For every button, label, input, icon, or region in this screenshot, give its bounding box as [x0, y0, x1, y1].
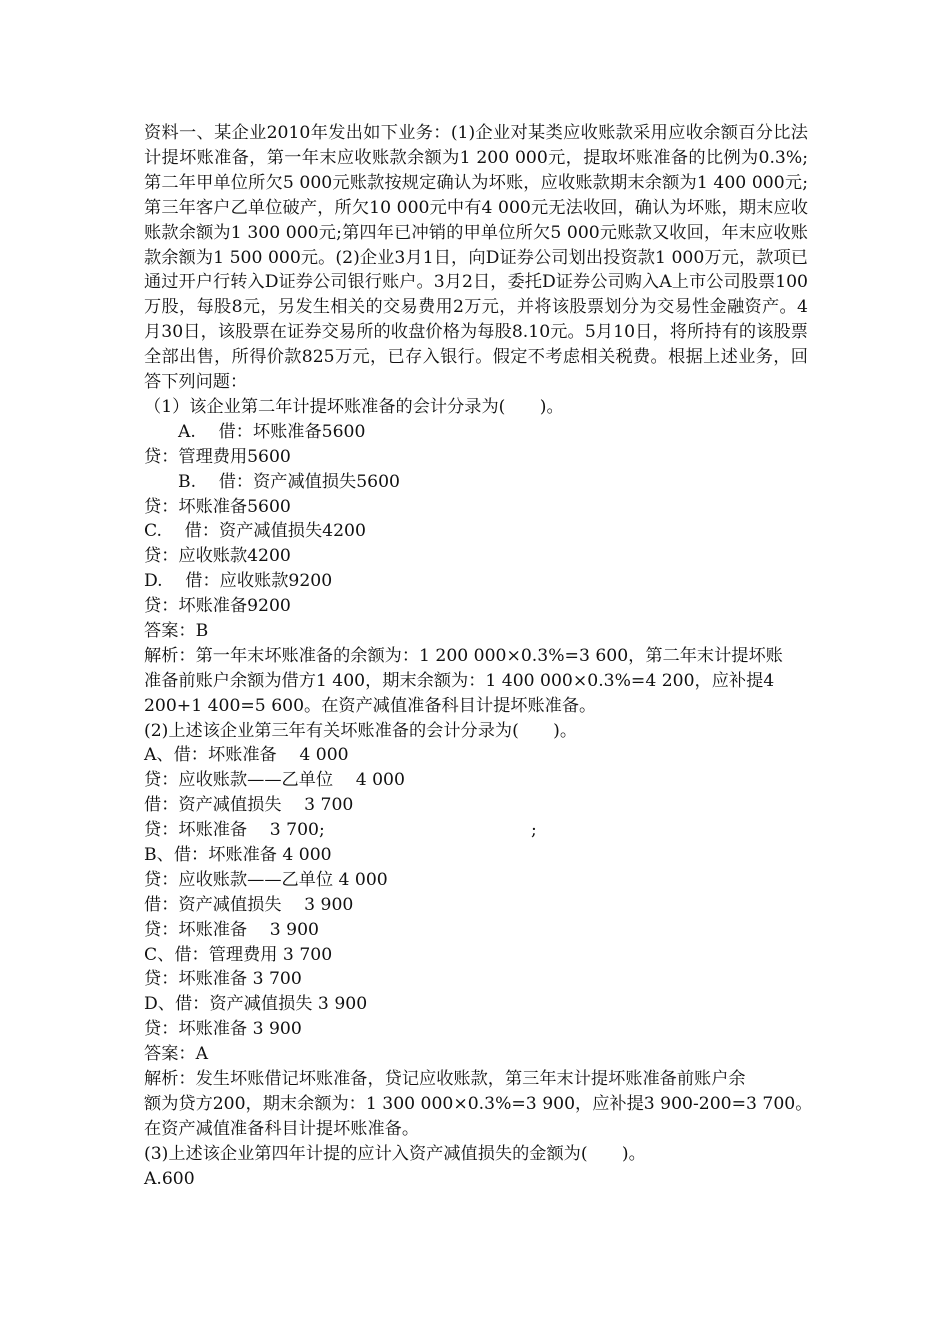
- analysis-2-line: 额为贷方200，期末余额为：1 300 000×0.3%=3 900，应补提3 900-200=3 700。: [144, 1093, 813, 1114]
- q2-option-line: 贷：坏账准备 3 900: [144, 919, 319, 940]
- q2-option-line: 借：资产减值损失 3 700: [144, 795, 354, 816]
- q2-option-line: 贷：坏账准备 3 900: [144, 1019, 302, 1040]
- option-b-credit: 贷：坏账准备5600: [144, 496, 291, 517]
- q2-option-line: 贷：应收账款——乙单位 4 000: [144, 869, 388, 890]
- q2-option-line: 借：资产减值损失 3 900: [144, 894, 354, 915]
- analysis-2-line: 解析：发生坏账借记坏账准备，贷记应收账款，第三年末计提坏账准备前账户余: [144, 1069, 746, 1090]
- answer-2: 答案：A: [144, 1044, 208, 1065]
- question-2: (2)上述该企业第三年有关坏账准备的会计分录为( )。: [144, 720, 578, 741]
- q2-option-line: 贷：应收账款——乙单位 4 000: [144, 770, 405, 791]
- option-c-debit: C. 借：资产减值损失4200: [144, 521, 366, 542]
- option-d-credit: 贷：坏账准备9200: [144, 596, 291, 617]
- option-d-debit: D. 借：应收账款9200: [144, 571, 333, 592]
- q2-option-line: 贷：坏账准备 3 700; ;: [144, 820, 537, 841]
- option-a-debit: A. 借：坏账准备5600: [178, 421, 366, 442]
- question-1: （1）该企业第二年计提坏账准备的会计分录为( )。: [144, 396, 564, 417]
- analysis-1-line: 200+1 400=5 600。在资产减值准备科目计提坏账准备。: [144, 695, 597, 716]
- document-body: [144, 121, 813, 1191]
- q2-option-line: D、借：资产减值损失 3 900: [144, 994, 368, 1015]
- analysis-1-line: 解析：第一年末坏账准备的余额为：1 200 000×0.3%=3 600，第二年末计提坏账: [144, 645, 783, 666]
- q2-option-line: 贷：坏账准备 3 700: [144, 969, 302, 990]
- q2-option-line: A、借：坏账准备 4 000: [144, 745, 349, 766]
- option-a-credit: 贷：管理费用5600: [144, 446, 291, 467]
- q2-option-line: C、借：管理费用 3 700: [144, 944, 333, 965]
- option-c-credit: 贷：应收账款4200: [144, 546, 291, 567]
- q2-option-line: B、借：坏账准备 4 000: [144, 845, 332, 865]
- answer-1: 答案：B: [144, 620, 209, 641]
- option-b-debit: B. 借：资产减值损失5600: [178, 471, 400, 492]
- analysis-1-line: 准备前账户余额为借方1 400，期末余额为：1 400 000×0.3%=4 200，应补提4: [144, 670, 775, 691]
- material-paragraph: 资料一、某企业2010年发出如下业务：(1)企业对某类应收账款采用应收余额百分比法计提坏账准备，第一年末应收账款余额为1 200 000元，提取坏账准备的比例为0.3%;第二年甲单位所欠5 000元账款按规定确认为坏账，应收账款期末余额为1 400 000元;第三年客户乙单位破产，所欠10 000元中有4 000元无法收回，确认为坏账，期末应收账款余额为1 300 000元;第四年已冲销的甲单位所欠5 000元账款又收回，年末应收账款余额为1 500 000元。(2)企业3月1日，向D证券公司划出投资款1 000万元，款项已通过开户行转入D证券公司银行账户。3月2日，委托D证券公司购入A上市公司股票100万股，每股8元，另发生相关的交易费用2万元，并将该股票划分为交易性金融资产。4月30日，该股票在证券交易所的收盘价格为每股8.10元。5月10日，将所持有的该股票全部出售，所得价款825万元，已存入银行。假定不考虑相关税费。根据上述业务，回答下列问题：: [144, 123, 808, 393]
- q3-option-a: A.600: [144, 1168, 195, 1189]
- question-3: (3)上述该企业第四年计提的应计入资产减值损失的金额为( )。: [144, 1143, 646, 1164]
- analysis-2-line: 在资产减值准备科目计提坏账准备。: [144, 1118, 420, 1139]
